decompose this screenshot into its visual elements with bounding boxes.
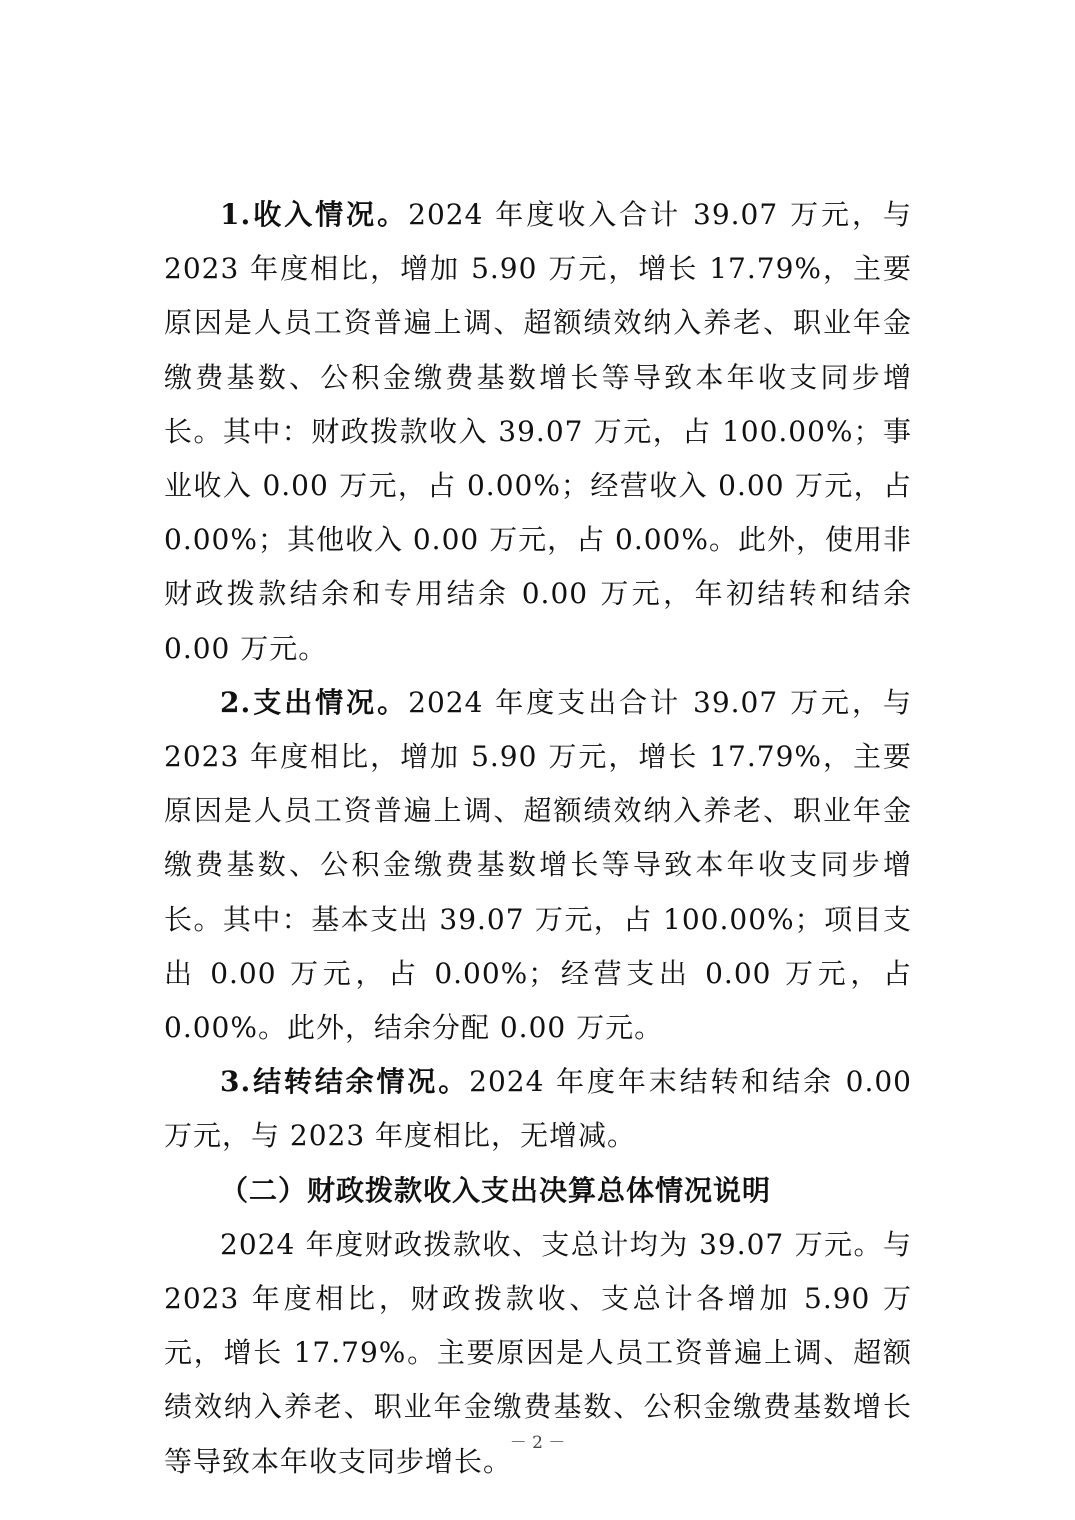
paragraph-carryover-text: 2024 年度年末结转和结余 0.00 万元，与 2023 年度相比，无增减。 [164, 1065, 912, 1153]
paragraph-expenditure-lead: 2.支出情况。 [220, 685, 409, 719]
page-number: － 2 － [509, 1433, 566, 1453]
section-paragraph: 2024 年度财政拨款收、支总计均为 39.07 万元。与 2023 年度相比，财政拨款收、支总计各增加 5.90 万元，增长 17.79%。主要原因是人员工资普遍上调、超额绩效纳入养老、职业年金缴费基数、公积金缴费基数增长等导致本年收支同步增长。 [164, 1227, 912, 1478]
paragraph-expenditure [164, 676, 912, 1055]
paragraph-expenditure-text: 2024 年度支出合计 39.07 万元，与 2023 年度相比，增加 5.90 万元，增长 17.79%，主要原因是人员工资普遍上调、超额绩效纳入养老、职业年金缴费基数、公积金缴费基数增长等导致本年收支同步增长。其中：基本支出 39.07 万元，占 100.00%；项目支出 0.00 万元，占 0.00%；经营支出 0.00 万元，占 0.00%。此外，结余分配 0.00 万元。 [164, 685, 913, 1045]
document-body [164, 188, 912, 1489]
section-heading: （二）财政拨款收入支出决算总体情况说明 [220, 1173, 772, 1207]
paragraph-carryover-lead: 3.结转结余情况。 [220, 1065, 470, 1099]
paragraph-income-lead: 1.收入情况。 [220, 198, 409, 231]
paragraph-carryover [164, 1055, 912, 1163]
paragraph-income-text: 2024 年度收入合计 39.07 万元，与 2023 年度相比，增加 5.90 万元，增长 17.79%，主要原因是人员工资普遍上调、超额绩效纳入养老、职业年金缴费基数、公积金缴费基数增长等导致本年收支同步增长。其中：财政拨款收入 39.07 万元，占 100.00%；事业收入 0.00 万元，占 0.00%；经营收入 0.00 万元，占 0.00%；其他收入 0.00 万元，占 0.00%。此外，使用非财政拨款结余和专用结余 0.00 万元，年初结转和结余 0.00 万元。 [164, 198, 913, 665]
paragraph-income [164, 188, 912, 676]
